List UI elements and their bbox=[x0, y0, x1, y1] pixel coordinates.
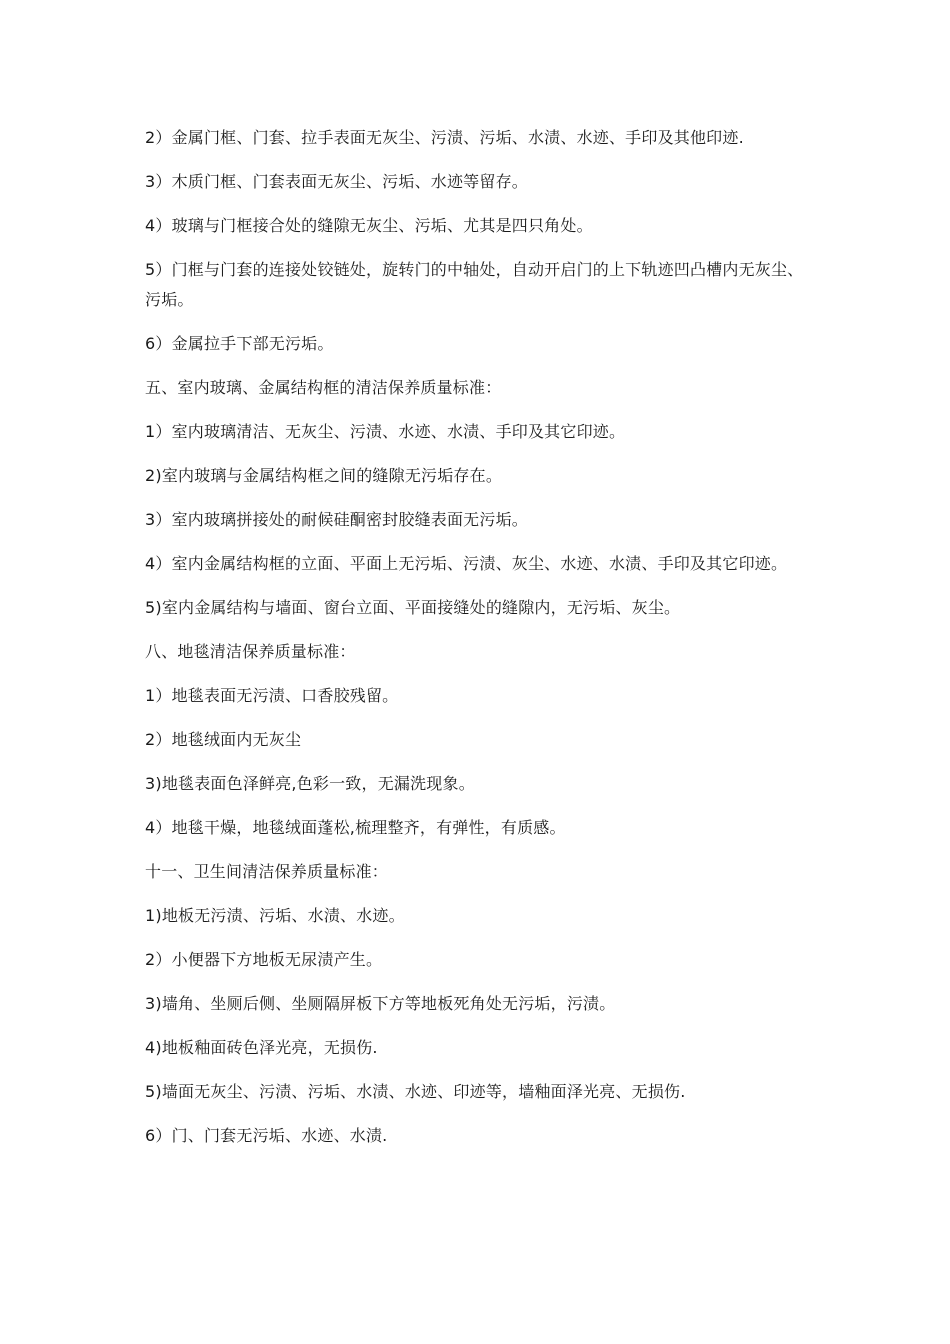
paragraph-restroom-item-5: 5)墙面无灰尘、污渍、污垢、水渍、水迹、印迹等，墙釉面泽光亮、无损伤. bbox=[145, 1082, 686, 1101]
section-heading-glass-frame: 五、室内玻璃、金属结构框的清洁保养质量标准： bbox=[145, 378, 502, 397]
paragraph-restroom-item-6: 6）门、门套无污垢、水迹、水渍. bbox=[145, 1126, 388, 1145]
document-body bbox=[145, 123, 810, 1165]
paragraph-glass-item-3: 3）室内玻璃拼接处的耐候硅酮密封胶缝表面无污垢。 bbox=[145, 510, 528, 529]
paragraph-item-2-metal-door: 2）金属门框、门套、拉手表面无灰尘、污渍、污垢、水渍、水迹、手印及其他印迹. bbox=[145, 128, 744, 147]
paragraph-item-5-hinge: 5）门框与门套的连接处铰链处，旋转门的中轴处，自动开启门的上下轨迹凹凸槽内无灰尘、污垢。 bbox=[145, 260, 804, 309]
paragraph-glass-item-5: 5)室内金属结构与墙面、窗台立面、平面接缝处的缝隙内，无污垢、灰尘。 bbox=[145, 598, 681, 617]
paragraph-restroom-item-1: 1)地板无污渍、污垢、水渍、水迹。 bbox=[145, 906, 405, 925]
paragraph-glass-item-1: 1）室内玻璃清洁、无灰尘、污渍、水迹、水渍、手印及其它印迹。 bbox=[145, 422, 626, 441]
paragraph-carpet-item-1: 1）地毯表面无污渍、口香胶残留。 bbox=[145, 686, 399, 705]
paragraph-glass-item-2: 2)室内玻璃与金属结构框之间的缝隙无污垢存在。 bbox=[145, 466, 503, 485]
paragraph-restroom-item-3: 3)墙角、坐厕后侧、坐厕隔屏板下方等地板死角处无污垢，污渍。 bbox=[145, 994, 616, 1013]
paragraph-restroom-item-4: 4)地板釉面砖色泽光亮，无损伤. bbox=[145, 1038, 378, 1057]
section-heading-carpet: 八、地毯清洁保养质量标准： bbox=[145, 642, 356, 661]
paragraph-item-3-wood-door: 3）木质门框、门套表面无灰尘、污垢、水迹等留存。 bbox=[145, 172, 528, 191]
paragraph-restroom-item-2: 2）小便器下方地板无尿渍产生。 bbox=[145, 950, 383, 969]
paragraph-carpet-item-3: 3)地毯表面色泽鲜亮,色彩一致，无漏洗现象。 bbox=[145, 774, 475, 793]
paragraph-carpet-item-4: 4）地毯干燥，地毯绒面蓬松,梳理整齐，有弹性，有质感。 bbox=[145, 818, 566, 837]
paragraph-carpet-item-2: 2）地毯绒面内无灰尘 bbox=[145, 730, 302, 749]
paragraph-item-6-handle: 6）金属拉手下部无污垢。 bbox=[145, 334, 334, 353]
paragraph-item-4-glass-gap: 4）玻璃与门框接合处的缝隙无灰尘、污垢、尤其是四只角处。 bbox=[145, 216, 593, 235]
paragraph-glass-item-4: 4）室内金属结构框的立面、平面上无污垢、污渍、灰尘、水迹、水渍、手印及其它印迹。 bbox=[145, 554, 788, 573]
section-heading-restroom: 十一、卫生间清洁保养质量标准： bbox=[145, 862, 389, 881]
